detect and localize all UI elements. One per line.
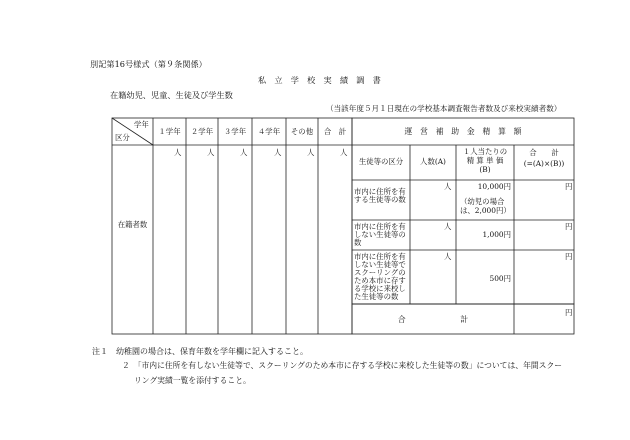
col-header-grade3: ３学年 <box>223 127 247 136</box>
unit-grade2: 人 <box>207 148 215 157</box>
unit-other: 人 <box>307 148 315 157</box>
row3-label-3: スクーリングの <box>354 268 406 277</box>
row1-total-unit: 円 <box>565 182 573 191</box>
corner-bottom-label: 区分 <box>115 133 130 142</box>
row-label-enrolled: 在籍者数 <box>117 220 148 229</box>
col-header-grade1: １学年 <box>158 127 181 136</box>
row2-price: 1,000円 <box>482 230 511 239</box>
subtitle: 在籍幼児、児童、生徒及び学生数 <box>110 90 233 100</box>
row3-label-6: た生徒等の数 <box>354 292 399 301</box>
form-label: 別記第16号様式（第９条関係） <box>90 59 207 69</box>
row3-price: 500円 <box>489 274 511 283</box>
header-category: 生徒等の区分 <box>358 157 404 166</box>
row3-label-1: 市内に住所を有 <box>354 252 406 261</box>
unit-grade3: 人 <box>240 148 248 157</box>
row2-label-1: 市内に住所を有 <box>354 222 406 231</box>
corner-top-label: 学年 <box>134 120 149 129</box>
unit-grade1: 人 <box>174 148 182 157</box>
header-price-2: 精 算 単 価 <box>466 156 504 165</box>
row1-price-note-1: （幼児の場合 <box>460 197 505 206</box>
header-total-2: (=(A)×(B)) <box>523 159 565 168</box>
row1-price: 10,000円 <box>477 182 511 191</box>
header-count: 人数(A) <box>420 157 446 166</box>
header-note: （当該年度５月１日現在の学校基本調査報告者数及び来校実績者数） <box>326 104 562 113</box>
col-header-total: 合 計 <box>323 127 347 136</box>
row3-total-unit: 円 <box>565 252 573 261</box>
subsidy-title: 運 営 補 助 金 精 算 額 <box>404 127 522 136</box>
row1-count-unit: 人 <box>444 182 452 191</box>
col-header-grade2: ２学年 <box>190 127 214 136</box>
row1-price-note-2: は、2,000円） <box>460 206 511 215</box>
row2-count-unit: 人 <box>444 222 452 231</box>
unit-grade4: 人 <box>274 148 282 157</box>
row3-label-4: ため本市に存す <box>354 276 406 285</box>
row2-total-unit: 円 <box>565 222 573 231</box>
sum-label: 合 計 <box>397 315 469 324</box>
row1-label-1: 市内に住所を有 <box>354 187 406 196</box>
header-total-1: 合 計 <box>529 148 559 157</box>
note-2-line-1: ２ 「市内に住所を有しない生徒等で、スクーリングのため本市に存する学校に来校した生徒等の数」については、年間スクー <box>122 361 563 370</box>
header-price-1: １人当たりの <box>462 147 508 156</box>
row2-label-3: 数 <box>354 238 362 247</box>
col-header-other: その他 <box>290 127 314 136</box>
row3-label-2: しない生徒等で <box>354 260 406 269</box>
note-2-line-2: リング実績一覧を添付すること。 <box>134 376 251 385</box>
row3-label-5: る学校に来校し <box>354 284 406 293</box>
note-1: 注１ 幼稚園の場合は、保育年数を学年欄に記入すること。 <box>92 347 308 356</box>
row3-count-unit: 人 <box>444 252 452 261</box>
sum-unit: 円 <box>565 308 573 317</box>
row1-label-2: する生徒等の数 <box>354 195 406 204</box>
header-price-3: (B) <box>479 165 491 174</box>
col-header-grade4: ４学年 <box>257 127 281 136</box>
unit-total: 人 <box>340 148 348 157</box>
row2-label-2: しない生徒等の <box>354 230 406 239</box>
page-title: 私 立 学 校 実 績 調 書 <box>258 75 381 85</box>
